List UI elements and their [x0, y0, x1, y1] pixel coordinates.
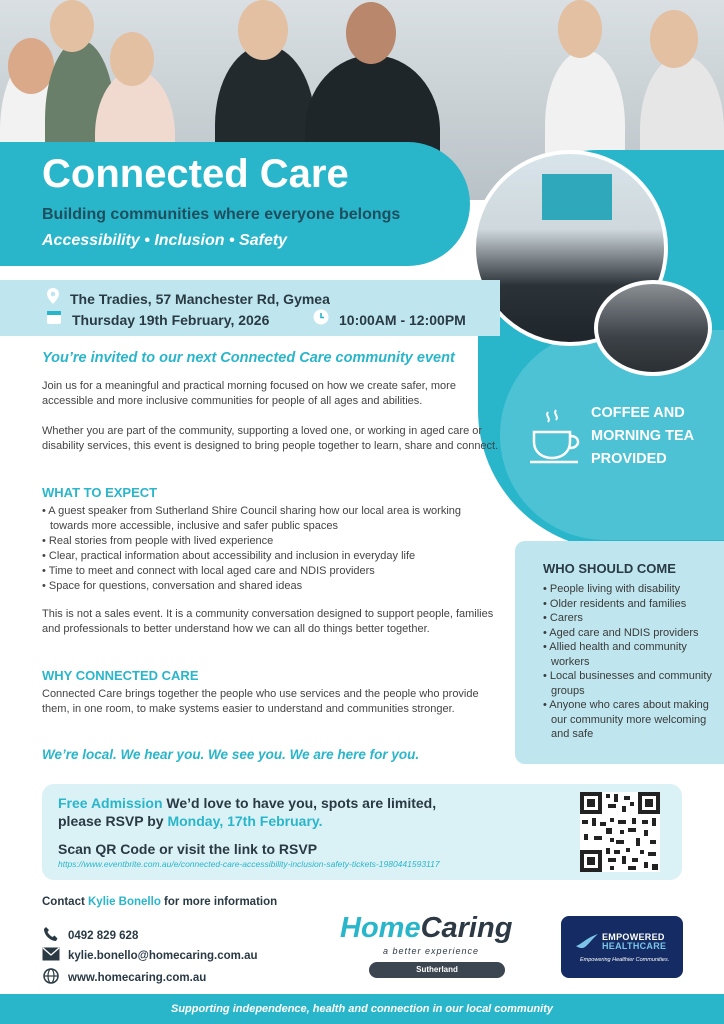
intro-paragraph-2: Whether you are part of the community, supporting a loved one, or working in aged care or disability services, this event is designed to bring people together to learn, share and connect.: [42, 425, 499, 452]
list-item: • Allied health and community workers: [543, 641, 687, 668]
globe-icon: [42, 968, 60, 987]
hero-tags: Accessibility • Inclusion • Safety: [42, 232, 288, 249]
coffee-cup-icon: [528, 408, 584, 468]
homecaring-logo: HomeCaring: [340, 912, 513, 944]
list-item: • Time to meet and connect with local aged care and NDIS providers: [42, 565, 375, 577]
why-heading: WHY CONNECTED CARE: [42, 668, 199, 683]
expect-heading: WHAT TO EXPECT: [42, 485, 158, 500]
branch-badge: Sutherland: [369, 962, 505, 978]
list-item: • Space for questions, conversation and shared ideas: [42, 580, 303, 592]
clock-icon: [313, 309, 329, 330]
partner-tagline: Empowering Healthier Communities.: [580, 957, 670, 963]
page-subtitle: Building communities where everyone belongs: [42, 206, 401, 223]
partner-name-1: EMPOWERED: [602, 932, 665, 942]
event-location: The Tradies, 57 Manchester Rd, Gymea: [46, 288, 330, 309]
intro-paragraph: Join us for a meaningful and practical morning focused on how we create safer, more accessible and more inclusive communities for people of all ages and abilities.: [42, 380, 456, 407]
list-item: • Clear, practical information about accessibility and inclusion in everyday life: [42, 550, 416, 562]
invite-heading: You’re invited to our next Connected Care community event: [42, 350, 455, 366]
who-heading: WHO SHOULD COME: [543, 561, 676, 576]
event-date: Thursday 19th February, 2026: [46, 309, 269, 330]
contact-phone[interactable]: 0492 829 628: [42, 926, 138, 945]
list-item: • A guest speaker from Sutherland Shire Council sharing how our local area is working towards more accessible, inclusive and safer public spaces: [42, 505, 462, 532]
audience-photo: [594, 280, 712, 376]
expect-list: [42, 504, 472, 594]
partner-name-2: HEALTHCARE: [602, 941, 667, 951]
contact-email[interactable]: kylie.bonello@homecaring.com.au: [42, 947, 258, 964]
logo-tagline: a better experience: [383, 946, 480, 956]
who-should-come-box: [515, 541, 724, 764]
page-title: Connected Care: [42, 152, 349, 196]
contact-heading: Contact Kylie Bonello for more information: [42, 896, 278, 908]
tagline: We’re local. We hear you. We see you. We are here for you.: [42, 747, 420, 762]
rsvp-line-2: please RSVP by Monday, 17th February.: [58, 813, 323, 829]
list-item: • Carers: [543, 612, 583, 624]
why-paragraph: Connected Care brings together the people who use services and the people who provide them, in one room, to make systems easier to understand and communities stronger.: [42, 688, 479, 715]
rsvp-link[interactable]: https://www.eventbrite.com.au/e/connected-care-accessibility-inclusion-safety-tickets-1980441593117: [58, 859, 440, 869]
envelope-icon: [42, 947, 60, 964]
calendar-icon: [46, 309, 62, 330]
coffee-callout: COFFEE AND MORNING TEA PROVIDED: [591, 405, 695, 467]
list-item: • Local businesses and community groups: [543, 670, 712, 697]
list-item: • Older residents and families: [543, 597, 687, 610]
event-time: 10:00AM - 12:00PM: [313, 309, 466, 330]
who-list: [543, 582, 714, 742]
bird-icon: [575, 932, 599, 950]
qr-code[interactable]: [580, 792, 660, 872]
list-item: • Aged care and NDIS providers: [543, 626, 699, 639]
scan-instruction: Scan QR Code or visit the link to RSVP: [58, 841, 318, 857]
list-item: • Anyone who cares about making our community more welcoming and safe: [543, 699, 709, 740]
rsvp-line-1: Free Admission We’d love to have you, spots are limited,: [58, 795, 437, 811]
phone-icon: [42, 926, 60, 945]
list-item: • Real stories from people with lived experience: [42, 535, 274, 547]
list-item: • People living with disability: [543, 583, 681, 595]
contact-website[interactable]: www.homecaring.com.au: [42, 968, 206, 987]
not-sales-note: This is not a sales event. It is a community conversation designed to support people, families and professionals to better understand how we can all do things better together.: [42, 608, 494, 635]
footer-banner: Supporting independence, health and connection in our local community: [0, 994, 724, 1024]
map-pin-icon: [46, 288, 60, 309]
